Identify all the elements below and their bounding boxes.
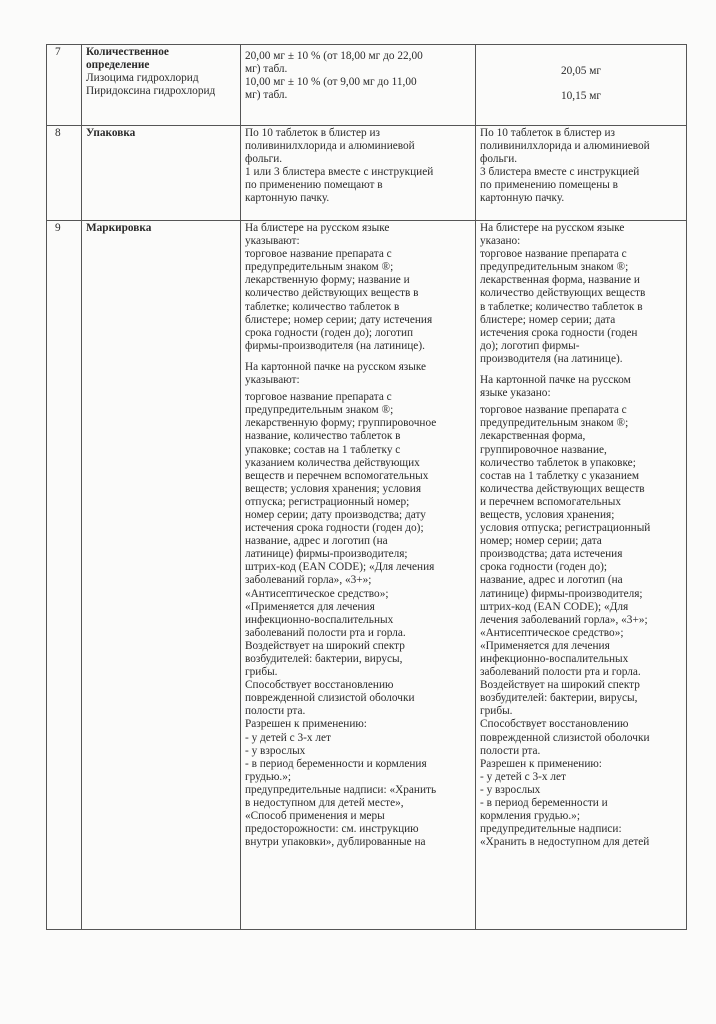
text-line: - у детей с 3-х лет: [245, 731, 331, 744]
text-line: грибы.: [245, 666, 278, 679]
text-line: «Применяется для лечения: [245, 600, 375, 613]
text-line: «Применяется для лечения: [480, 639, 610, 652]
parameter-subname: Пиридоксина гидрохлорид: [86, 85, 216, 98]
text-line: группировочное название,: [480, 443, 607, 456]
text-line: грибы.: [480, 705, 513, 718]
specification-cell: По 10 таблеток в блистер из поливинилхлорида и алюминиевой фольги. 1 или 3 блистера вместе с инструкцией по применению помещают в картонную пачку.: [241, 126, 476, 221]
text-line: поврежденной слизистой оболочки: [245, 692, 415, 705]
text-line: номер серии; дату производства; дату: [245, 508, 426, 521]
text-line: предупредительным знаком ®;: [480, 417, 629, 430]
text-line: предупредительным знаком ®;: [245, 404, 394, 417]
result-cell: [476, 221, 687, 930]
text-line: в таблетке; количество таблеток в: [480, 300, 643, 313]
text-line: указанием количества действующих: [245, 456, 420, 469]
text-line: лекарственную форму; название и: [245, 274, 410, 287]
text-line: грудью.»;: [245, 770, 292, 783]
text-line: На картонной пачке на русском языке: [245, 360, 427, 373]
text-line: состав на 1 таблетку с указанием: [480, 469, 640, 482]
text-line: количество таблеток в упаковке;: [480, 456, 636, 469]
text-line: номер; номер серии; дата: [480, 535, 602, 548]
text-line: предупредительные надписи: «Хранить: [245, 783, 437, 796]
table-row: [47, 45, 687, 126]
text-line: - у взрослых: [245, 744, 306, 757]
text-line: заболеваний горла», «3+»;: [245, 574, 372, 587]
text-line: Разрешен к применению:: [245, 718, 367, 731]
text-line: блистере; номер серии; дата: [480, 313, 616, 326]
text-line: срока годности (годен до);: [480, 561, 608, 574]
text-line: предосторожности: см. инструкцию: [245, 823, 419, 836]
text-line: лекарственная форма,: [480, 430, 586, 443]
text-line: условия отпуска; регистрационный: [480, 522, 651, 535]
text-line: - у взрослых: [480, 783, 541, 796]
text-line: «Способ применения и меры: [245, 810, 385, 823]
text-line: производства; дата истечения: [480, 548, 623, 561]
spec-carton-heading: [245, 361, 471, 387]
parameter-cell: [82, 221, 241, 930]
text-line: таблетке; количество таблеток в: [245, 300, 400, 313]
text-line: Воздействует на широкий спектр: [245, 639, 405, 652]
text-line: «Антисептическое средство»;: [245, 587, 389, 600]
text-line: лекарственную форму; группировочное: [245, 417, 437, 430]
text-line: истечения срока годности (годен до);: [245, 522, 424, 535]
result-blister-paragraph: [480, 222, 682, 366]
text-line: производителя (на латинице).: [480, 352, 623, 365]
text-line: предупредительным знаком ®;: [480, 261, 629, 274]
result-cell: По 10 таблеток в блистер из поливинилхлорида и алюминиевой фольги. 3 блистера вместе с инструкцией по применению помещены в картонную пачку.: [476, 126, 687, 221]
parameter-name: определение: [86, 59, 150, 72]
text-line: лекарственная форма, название и: [480, 274, 640, 287]
text-line: - у детей с 3-х лет: [480, 770, 566, 783]
text-line: лечения заболеваний горла», «3+»;: [480, 613, 648, 626]
text-line: количество действующих веществ: [480, 287, 646, 300]
text-line: название, адрес и логотип (на: [245, 535, 388, 548]
text-line: - в период беременности и кормления: [245, 757, 427, 770]
text-line: Воздействует на широкий спектр: [480, 679, 640, 692]
result-carton-heading: [480, 374, 682, 400]
text-line: и перечнем вспомогательных: [480, 495, 621, 508]
text-line: предупредительным знаком ®;: [245, 261, 394, 274]
text-line: латинице) фирмы-производителя;: [245, 548, 408, 561]
text-line: истечения срока годности (годен: [480, 326, 638, 339]
parameter-cell: [82, 45, 241, 126]
text-line: заболеваний полости рта и горла.: [480, 666, 641, 679]
row-number: 8: [47, 126, 82, 221]
parameter-subname: Лизоцима гидрохлорид: [86, 72, 199, 85]
text-line: штрих-код (EAN CODE); «Для: [480, 600, 629, 613]
text-line: штрих-код (EAN CODE); «Для лечения: [245, 561, 435, 574]
text-line: возбудителей: бактерии, вирусы,: [480, 692, 638, 705]
result-cell: 20,05 мг 10,15 мг: [476, 45, 687, 126]
table-row: [47, 221, 687, 930]
text-line: количества действующих веществ: [480, 482, 645, 495]
specification-cell: 20,00 мг ± 10 % (от 18,00 мг до 22,00 мг) табл. 10,00 мг ± 10 % (от 9,00 мг до 11,00 мг) табл.: [241, 45, 476, 126]
text-line: блистере; номер серии; дату истечения: [245, 313, 433, 326]
text-line: поврежденной слизистой оболочки: [480, 731, 650, 744]
text-line: указывают:: [245, 235, 300, 248]
text-line: На картонной пачке на русском: [480, 374, 631, 387]
spec-carton-paragraph: [245, 391, 471, 849]
row-number: 7: [47, 45, 82, 126]
text-line: веществ; условия хранения; условия: [245, 482, 422, 495]
text-line: «Антисептическое средство»;: [480, 626, 624, 639]
text-line: На блистере на русском языке: [480, 222, 625, 234]
parameter-name: Количественное: [86, 46, 169, 58]
text-line: указывают:: [245, 374, 300, 387]
text-line: Способствует восстановлению: [245, 679, 394, 692]
text-line: На блистере на русском языке: [245, 222, 390, 234]
text-line: - в период беременности и: [480, 797, 608, 810]
text-line: количество действующих веществ в: [245, 287, 419, 300]
text-line: кормления грудью.»;: [480, 810, 580, 823]
text-line: веществ, условия хранения;: [480, 508, 615, 521]
text-line: инфекционно-воспалительных: [245, 613, 394, 626]
table-row: [47, 126, 687, 221]
text-line: торговое название препарата с: [480, 248, 627, 261]
text-line: отпуска; регистрационный номер;: [245, 495, 410, 508]
parameter-name: Маркировка: [86, 222, 152, 234]
text-line: веществ и перечнем вспомогательных: [245, 469, 429, 482]
text-line: полости рта.: [245, 705, 306, 718]
text-line: срока годности (годен до); логотип: [245, 326, 414, 339]
text-line: языке указано:: [480, 387, 551, 400]
text-line: указано:: [480, 235, 521, 248]
text-line: до); логотип фирмы-: [480, 339, 580, 352]
text-line: возбудителей: бактерии, вирусы,: [245, 653, 403, 665]
text-line: в недоступном для детей месте»,: [245, 797, 404, 810]
text-line: предупредительные надписи:: [480, 823, 622, 836]
parameter-cell: [82, 126, 241, 221]
text-line: инфекционно-воспалительных: [480, 653, 629, 665]
row-number: 9: [47, 221, 82, 930]
text-line: заболеваний полости рта и горла.: [245, 626, 406, 639]
result-carton-paragraph: [480, 404, 682, 849]
text-line: латинице) фирмы-производителя;: [480, 587, 643, 600]
text-line: упаковке; состав на 1 таблетку с: [245, 443, 401, 456]
spec-blister-paragraph: [245, 222, 471, 353]
specification-table: [46, 44, 687, 930]
text-line: название, количество таблеток в: [245, 430, 401, 443]
text-line: название, адрес и логотип (на: [480, 574, 623, 587]
text-line: полости рта.: [480, 744, 541, 757]
text-line: торговое название препарата с: [480, 404, 627, 417]
text-line: фирмы-производителя (на латинице).: [245, 339, 425, 352]
text-line: Способствует восстановлению: [480, 718, 629, 731]
text-line: внутри упаковки», дублированные на: [245, 836, 426, 849]
specification-cell: [241, 221, 476, 930]
text-line: торговое название препарата с: [245, 391, 392, 404]
text-line: «Хранить в недоступном для детей: [480, 836, 650, 849]
text-line: торговое название препарата с: [245, 248, 392, 261]
text-line: Разрешен к применению:: [480, 757, 602, 770]
parameter-name: Упаковка: [86, 127, 136, 139]
